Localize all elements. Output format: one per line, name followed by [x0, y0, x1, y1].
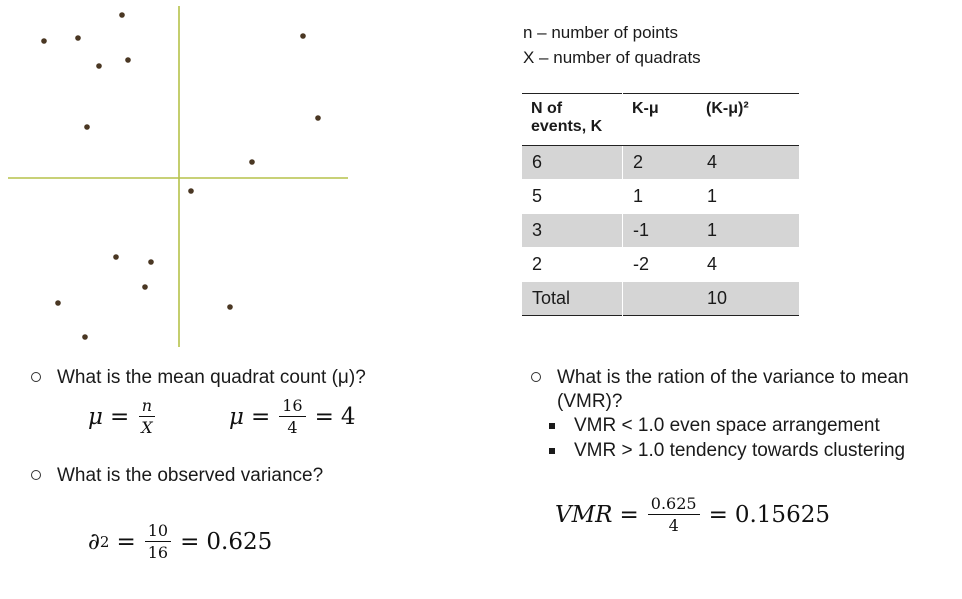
table-cell: 2	[623, 146, 698, 180]
points-layer	[41, 12, 321, 340]
table-cell: -2	[623, 248, 698, 282]
event-point	[315, 115, 321, 121]
vmr-even-bullet: VMR < 1.0 even space arrangement	[549, 414, 880, 438]
formula-mean-value: μ = $\frac{16}{4}$ = 4	[229, 396, 356, 437]
table-total-row	[522, 282, 799, 316]
table-row	[522, 214, 799, 248]
table-header-row	[522, 94, 799, 146]
col-header-events: N of events, K	[522, 94, 623, 146]
event-point	[84, 124, 90, 130]
col-header-squared: (K-μ)²	[697, 94, 799, 146]
event-point	[148, 259, 154, 265]
event-point	[142, 284, 148, 290]
legend	[523, 20, 701, 70]
square-bullet-icon	[549, 423, 555, 429]
table-cell: 2	[522, 248, 623, 282]
table-cell: 4	[697, 146, 799, 180]
question-variance	[31, 464, 323, 488]
table-cell: 3	[522, 214, 623, 248]
table-row	[522, 180, 799, 214]
table-cell: 5	[522, 180, 623, 214]
event-point	[41, 38, 47, 44]
table-cell: 1	[623, 180, 698, 214]
table-cell: 10	[697, 282, 799, 316]
events-table	[522, 93, 799, 316]
vmr-cluster-bullet: VMR > 1.0 tendency towards clustering	[549, 439, 905, 463]
formula-variance: ∂ 2 = $\frac{10}{16}$ = 0.625	[88, 521, 273, 562]
question-variance-text: What is the observed variance?	[57, 465, 324, 486]
event-point	[75, 35, 81, 41]
event-point	[96, 63, 102, 69]
event-point	[55, 300, 61, 306]
table-cell: -1	[623, 214, 698, 248]
question-mean-text: What is the mean quadrat count (μ)?	[57, 367, 366, 388]
quadrat-plot	[0, 0, 370, 350]
table-row	[522, 248, 799, 282]
table-cell: Total	[522, 282, 623, 316]
circle-bullet-icon	[31, 470, 41, 480]
circle-bullet-icon	[31, 372, 41, 382]
event-point	[82, 334, 88, 340]
event-point	[188, 188, 194, 194]
question-vmr-text: What is the ration of the variance to mean (VMR)?	[557, 367, 909, 412]
event-point	[300, 33, 306, 39]
table-cell	[623, 282, 698, 316]
formula-mean-definition: μ = $\frac{n}{X}$	[88, 397, 158, 437]
table-cell: 1	[697, 214, 799, 248]
event-point	[227, 304, 233, 310]
event-point	[125, 57, 131, 63]
event-point	[113, 254, 119, 260]
formula-vmr: VMR = $\frac{0.625}{4}$ = 0.15625	[555, 494, 830, 535]
circle-bullet-icon	[531, 372, 541, 382]
legend-n: n – number of points	[523, 23, 678, 42]
question-vmr	[531, 366, 956, 414]
event-point	[249, 159, 255, 165]
square-bullet-icon	[549, 448, 555, 454]
table-cell: 6	[522, 146, 623, 180]
event-point	[119, 12, 125, 18]
col-header-k-minus-mu: K-μ	[623, 94, 698, 146]
question-mean	[31, 366, 366, 390]
table-cell: 4	[697, 248, 799, 282]
legend-x: X – number of quadrats	[523, 48, 701, 67]
table-row	[522, 146, 799, 180]
table-cell: 1	[697, 180, 799, 214]
